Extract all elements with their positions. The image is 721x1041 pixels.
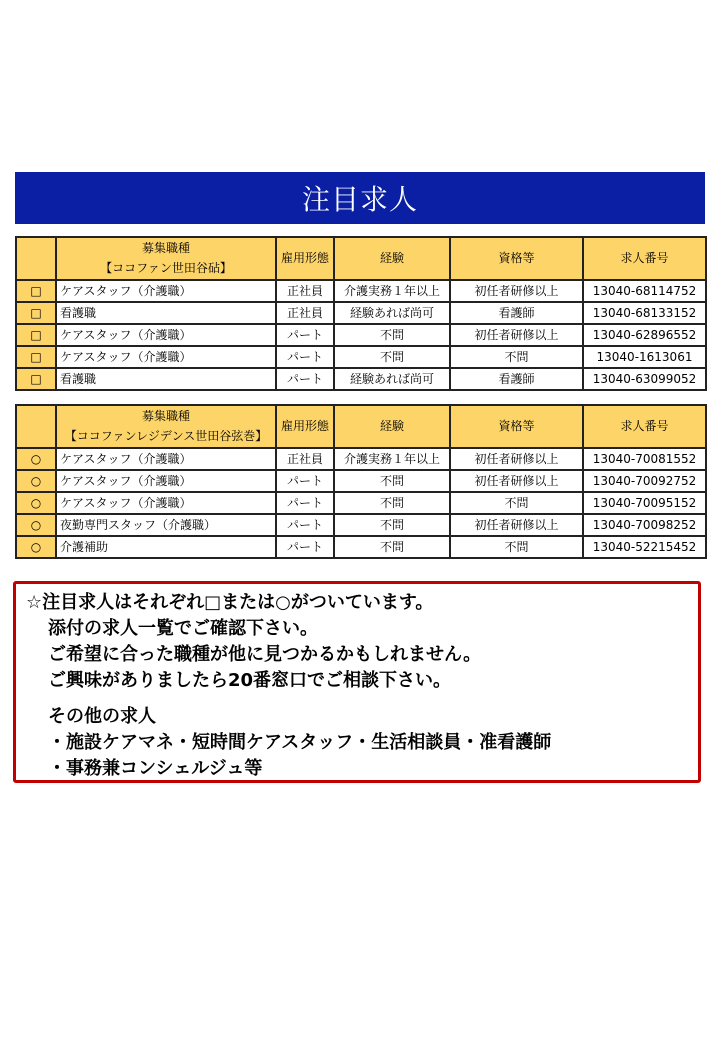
employment-header: 雇用形態 <box>276 405 334 448</box>
category-label: 募集職種 <box>141 241 190 255</box>
job-number-header: 求人番号 <box>583 405 706 448</box>
employment-type: パート <box>276 368 334 390</box>
table-row <box>16 492 706 514</box>
job-number: 13040-63099052 <box>583 368 706 390</box>
square-mark-icon: □ <box>16 346 56 368</box>
experience-req: 経験あれば尚可 <box>334 302 450 324</box>
employment-type: 正社員 <box>276 448 334 470</box>
table-row <box>16 302 706 324</box>
mark-header <box>16 237 56 280</box>
job-title: ケアスタッフ（介護職） <box>56 324 276 346</box>
notice-line: ご希望に合った職種が他に見つかるかもしれません。 <box>48 644 482 665</box>
category-header <box>56 405 276 448</box>
qualification-req: 不問 <box>450 536 583 558</box>
spacer <box>26 694 698 704</box>
qualification-header: 資格等 <box>450 405 583 448</box>
notice-line: ご興味がありましたら20番窓口でご相談下さい。 <box>48 670 452 691</box>
square-mark-icon: □ <box>16 302 56 324</box>
job-number: 13040-70095152 <box>583 492 706 514</box>
job-title: 夜勤専門スタッフ（介護職） <box>56 514 276 536</box>
facility-name: 【ココファンレジデンス世田谷弦巻】 <box>64 429 268 444</box>
experience-req: 不問 <box>334 324 450 346</box>
employment-type: パート <box>276 536 334 558</box>
qualification-req: 初任者研修以上 <box>450 448 583 470</box>
notice-line: ☆注目求人はそれぞれ□または○がついています。 <box>26 592 434 613</box>
experience-req: 不問 <box>334 346 450 368</box>
square-mark-icon: □ <box>16 324 56 346</box>
experience-req: 不問 <box>334 470 450 492</box>
table-header-row <box>16 237 706 280</box>
job-number-header: 求人番号 <box>583 237 706 280</box>
notice-box <box>13 581 701 783</box>
mark-header <box>16 405 56 448</box>
qualification-req: 不問 <box>450 346 583 368</box>
experience-req: 不問 <box>334 492 450 514</box>
job-number: 13040-62896552 <box>583 324 706 346</box>
job-number: 13040-1613061 <box>583 346 706 368</box>
employment-type: パート <box>276 492 334 514</box>
qualification-header: 資格等 <box>450 237 583 280</box>
job-number: 13040-68114752 <box>583 280 706 302</box>
other-jobs-item: ・施設ケアマネ・短時間ケアスタッフ・生活相談員・准看護師 <box>48 732 552 753</box>
table-row <box>16 470 706 492</box>
category-label: 募集職種 <box>141 409 190 423</box>
experience-req: 介護実務１年以上 <box>334 448 450 470</box>
circle-mark-icon: ○ <box>16 536 56 558</box>
table-row <box>16 514 706 536</box>
job-title: 看護職 <box>56 302 276 324</box>
other-jobs-item: ・事務兼コンシェルジュ等 <box>48 758 263 779</box>
table-row <box>16 324 706 346</box>
circle-mark-icon: ○ <box>16 470 56 492</box>
qualification-req: 看護師 <box>450 368 583 390</box>
employment-type: パート <box>276 346 334 368</box>
job-title: ケアスタッフ（介護職） <box>56 492 276 514</box>
job-title: ケアスタッフ（介護職） <box>56 448 276 470</box>
qualification-req: 初任者研修以上 <box>450 514 583 536</box>
job-number: 13040-52215452 <box>583 536 706 558</box>
experience-req: 不問 <box>334 514 450 536</box>
circle-mark-icon: ○ <box>16 514 56 536</box>
employment-type: 正社員 <box>276 280 334 302</box>
other-jobs-title: その他の求人 <box>48 706 156 727</box>
experience-req: 不問 <box>334 536 450 558</box>
experience-header: 経験 <box>334 237 450 280</box>
page-title-banner <box>15 172 705 224</box>
qualification-req: 初任者研修以上 <box>450 280 583 302</box>
table-row <box>16 346 706 368</box>
circle-mark-icon: ○ <box>16 492 56 514</box>
table-row <box>16 280 706 302</box>
facility-name: 【ココファン世田谷砧】 <box>100 261 232 276</box>
employment-header: 雇用形態 <box>276 237 334 280</box>
category-header <box>56 237 276 280</box>
employment-type: パート <box>276 324 334 346</box>
qualification-req: 初任者研修以上 <box>450 470 583 492</box>
qualification-req: 看護師 <box>450 302 583 324</box>
job-title: 看護職 <box>56 368 276 390</box>
qualification-req: 初任者研修以上 <box>450 324 583 346</box>
qualification-req: 不問 <box>450 492 583 514</box>
job-table-kinuta <box>15 236 707 391</box>
job-table-tsurumaki <box>15 404 707 559</box>
table-header-row <box>16 405 706 448</box>
job-number: 13040-68133152 <box>583 302 706 324</box>
experience-req: 経験あれば尚可 <box>334 368 450 390</box>
table-row <box>16 368 706 390</box>
experience-req: 介護実務１年以上 <box>334 280 450 302</box>
square-mark-icon: □ <box>16 280 56 302</box>
job-title: ケアスタッフ（介護職） <box>56 470 276 492</box>
circle-mark-icon: ○ <box>16 448 56 470</box>
table-row <box>16 448 706 470</box>
table-row <box>16 536 706 558</box>
experience-header: 経験 <box>334 405 450 448</box>
employment-type: 正社員 <box>276 302 334 324</box>
employment-type: パート <box>276 514 334 536</box>
square-mark-icon: □ <box>16 368 56 390</box>
employment-type: パート <box>276 470 334 492</box>
job-title: ケアスタッフ（介護職） <box>56 280 276 302</box>
job-number: 13040-70098252 <box>583 514 706 536</box>
job-title: ケアスタッフ（介護職） <box>56 346 276 368</box>
job-number: 13040-70092752 <box>583 470 706 492</box>
job-title: 介護補助 <box>56 536 276 558</box>
job-number: 13040-70081552 <box>583 448 706 470</box>
notice-line: 添付の求人一覧でご確認下さい。 <box>48 618 318 639</box>
page-title: 注目求人 <box>301 183 418 216</box>
